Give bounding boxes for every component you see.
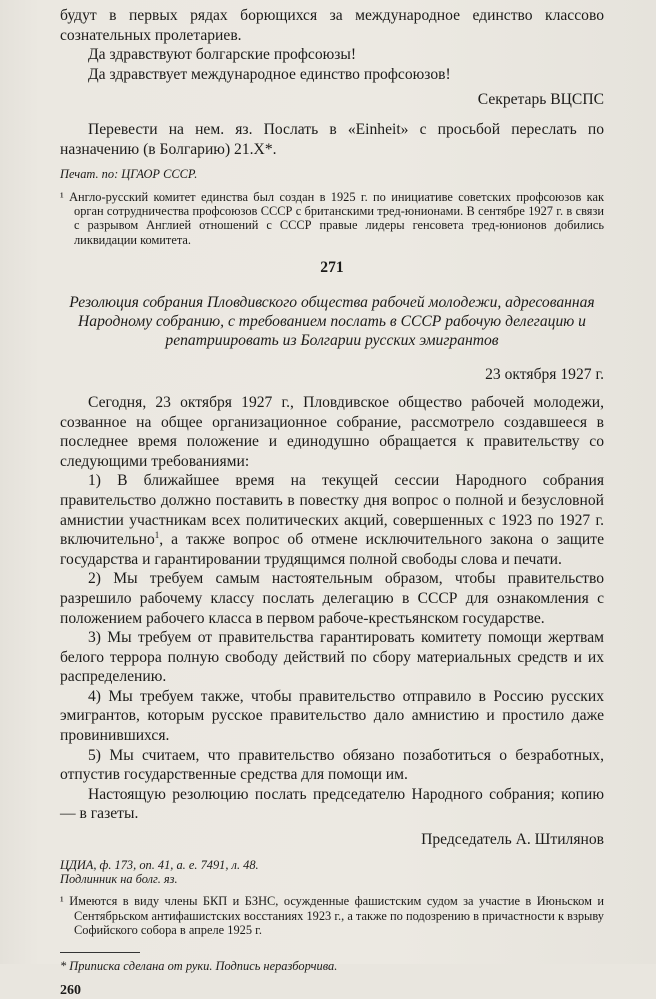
- slogan-line: Да здравствуют болгарские профсоюзы!: [88, 46, 357, 64]
- footnote-ref: 1: [154, 529, 160, 540]
- resolution-item: 5) Мы считаем, что правительство обязано позаботиться о безработных, отпустив государственные средства для помощи им.: [60, 746, 604, 784]
- footnote-marker: ¹: [60, 894, 64, 909]
- instruction-text: [60, 120, 604, 159]
- item-text: , а также вопрос об отмене исключительного закона о защите государства и гарантировании трудящимся полной свободы слова и печати.: [60, 531, 604, 568]
- resolution-item: 3) Мы требуем от правительства гарантировать комитету помощи жертвам белого террора полную свободу действий по сбору материальных средств и их распределению.: [60, 629, 604, 686]
- footnote: [60, 894, 604, 937]
- document-title: Резолюция собрания Пловдивского общества рабочей молодежи, адресованная Народному собранию, с требованием послать в СССР рабочую делегацию и репатриировать из Болгарии русских эмигрантов: [69, 293, 595, 349]
- asterisk-note: * Приписка сделана от руки. Подпись неразборчива.: [60, 958, 338, 973]
- signature-line: Секретарь ВЦСПС: [477, 91, 604, 109]
- footnote-marker: ¹: [60, 189, 64, 204]
- footnote-divider: [60, 952, 140, 953]
- archive-reference: ЦДИА, ф. 173, оп. 41, а. е. 7491, л. 48.: [60, 857, 259, 872]
- source-note: Печат. по: ЦГАОР СССР.: [60, 167, 198, 182]
- resolution-item: [60, 471, 604, 569]
- resolution-intro: Сегодня, 23 октября 1927 г., Пловдивское общество рабочей молодежи, созванное на общее организационное собрание, рассмотрело создавшееся в последнее время положение и единодушно обращается к правительству со следующими требованиями:: [60, 393, 604, 470]
- footnote: [60, 190, 604, 248]
- instruction-body: Перевести на нем. яз. Послать в «Einheit» с просьбой переслать по назначению (в Болгарию) 21.X: [60, 120, 604, 158]
- slogan-line: Да здравствует международное единство профсоюзов!: [88, 65, 451, 83]
- continuation-text: будут в первых рядах борющихся за международное единство классово сознательных пролетариев.: [60, 7, 604, 44]
- resolution-item: 2) Мы требуем самым настоятельным образом, чтобы правительство разрешило рабочему классу послать делегацию в СССР для ознакомления с положением рабочего класса в первом рабоче-крестьянском государстве.: [60, 570, 604, 627]
- document-number: 271: [320, 259, 344, 277]
- resolution-item: 4) Мы требуем также, чтобы правительство отправило в Россию русских эмигрантов, которым русское правительство дало амнистию и простило даже провинившихся.: [60, 687, 604, 745]
- instruction-mark: *.: [264, 140, 277, 158]
- footnote-text: Имеются в виду члены БКП и БЗНС, осужденные фашистским судом за участие в Июньском и Сентябрьском антифашистских восстаниях 1923 г., а также по подозрению в причастности к взрыву Софийского собора в апреле 1925 г.: [69, 894, 604, 938]
- footnote-text: Англо-русский комитет единства был создан в 1925 г. по инициативе советских профсоюзов как орган сотрудничества профсоюзов СССР с британскими тред-юнионами. В сентябре 1927 г. в связи с разрывом Англией отношений с СССР правые лидеры генсовета тред-юнионов добились ликвидации комитета.: [69, 189, 604, 247]
- item-text: 1) В ближайшее время на текущей сессии Народного собрания правительство должно поставить в повестку дня вопрос о полной и безусловной амнистии участникам всех политических акций, совершенных с 1923 по 1927 г. включительно: [60, 472, 604, 549]
- chair-signature: Председатель А. Штилянов: [421, 831, 604, 849]
- resolution-closing: Настоящую резолюцию послать председателю Народного собрания; копию — в газеты.: [60, 785, 604, 823]
- page-number: 260: [60, 983, 81, 999]
- document-date: 23 октября 1927 г.: [485, 366, 604, 384]
- original-language-note: Подлинник на болг. яз.: [60, 872, 178, 887]
